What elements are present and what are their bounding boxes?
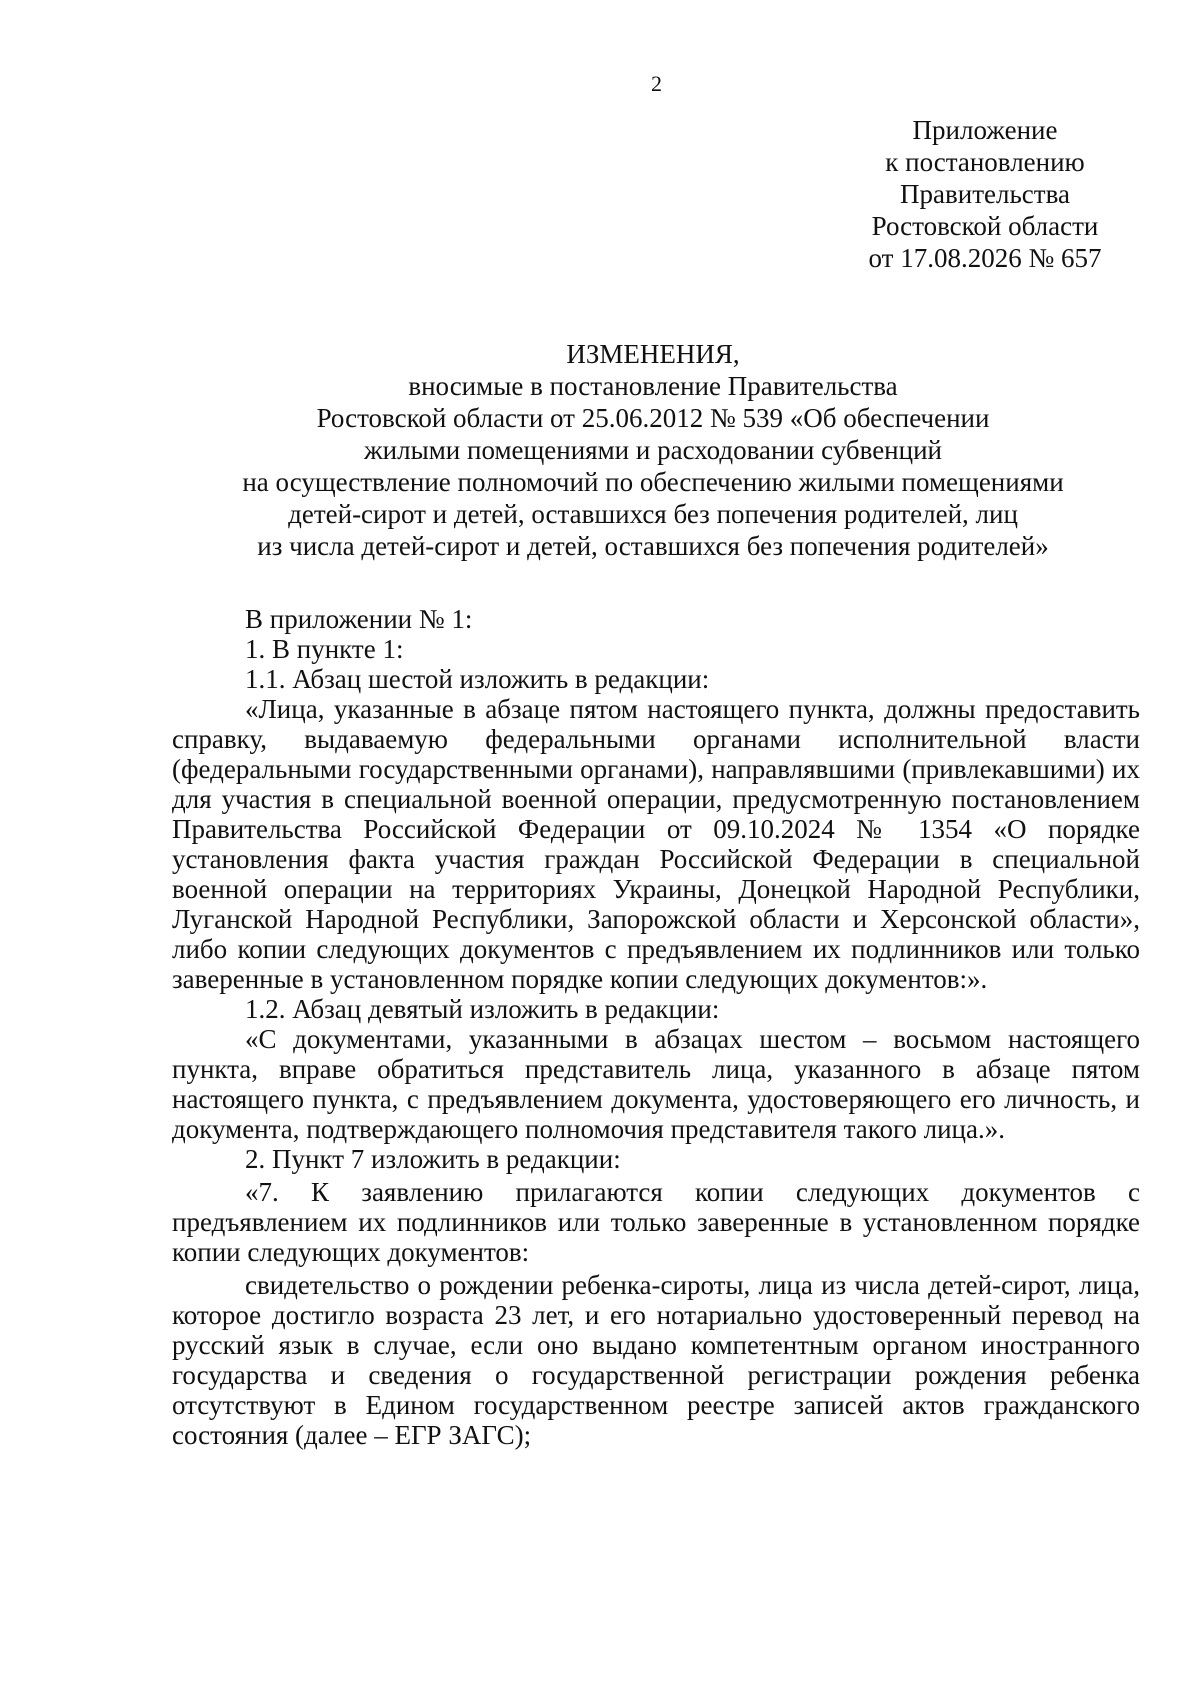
appendix-header (830, 114, 1140, 274)
body-paragraph: В приложении № 1: (245, 604, 473, 634)
body-paragraph: «С документами, указанными в абзацах шестом – восьмом настоящего пункта, вправе обратиться представитель лица, указанного в абзаце пятом настоящего пункта, с предъявлением документа, удостоверяющего его личность, и документа, подтверждающего полномочия представителя такого лица.». (172, 1024, 1140, 1144)
title-line: вносимые в постановление Правительства (408, 371, 898, 401)
title-line: Ростовской области от 25.06.2012 № 539 «Об обеспечении (316, 403, 990, 433)
appendix-line: Правительства (900, 179, 1070, 209)
body-paragraph: «7. К заявлению прилагаются копии следующих документов с предъявлением их подлинников или только заверенные в установленном порядке копии следующих документов: (172, 1177, 1140, 1267)
page-number: 2 (651, 71, 662, 96)
body-paragraph: «Лица, указанные в абзаце пятом настоящего пункта, должны предоставить справку, выдаваемую федеральными органами исполнительной власти (федеральными государственными органами), направлявшими (привлекавшими) их для участия в специальной военной операции, предусмотренную постановлением Правительства Российской Федерации от 09.10.2024 № 1354 «О порядке установления факта участия граждан Российской Федерации в специальной военной операции на территориях Украины, Донецкой Народной Республики, Луганской Народной Республики, Запорожской области и Херсонской области», либо копии следующих документов с предъявлением их подлинников или только заверенные в установленном порядке копии следующих документов:». (172, 694, 1140, 994)
appendix-line: Приложение (912, 115, 1058, 145)
document-body (172, 604, 1140, 1450)
body-paragraph: 1.2. Абзац девятый изложить в редакции: (245, 994, 720, 1024)
body-paragraph: 2. Пункт 7 изложить в редакции: (245, 1144, 621, 1174)
document-title (160, 338, 1146, 562)
appendix-line: от 17.08.2026 № 657 (868, 243, 1102, 273)
appendix-line: к постановлению (885, 147, 1085, 177)
title-line: на осуществление полномочий по обеспечению жилыми помещениями (242, 467, 1064, 497)
body-paragraph: 1.1. Абзац шестой изложить в редакции: (245, 664, 710, 694)
title-line: жилыми помещениями и расходовании субвенций (364, 435, 942, 465)
body-paragraph: свидетельство о рождении ребенка-сироты, лица из числа детей-сирот, лица, которое достигло возраста 23 лет, и его нотариально удостоверенный перевод на русский язык в случае, если оно выдано компетентным органом иностранного государства и сведения о государственной регистрации рождения ребенка отсутствуют в Едином государственном реестре записей актов гражданского состояния (далее – ЕГР ЗАГС); (172, 1270, 1140, 1450)
body-paragraph: 1. В пункте 1: (245, 634, 404, 664)
title-line: детей-сирот и детей, оставшихся без попечения родителей, лиц (288, 499, 1018, 529)
title-line: из числа детей-сирот и детей, оставшихся без попечения родителей» (257, 531, 1049, 561)
title-heading: ИЗМЕНЕНИЯ, (566, 339, 740, 369)
appendix-line: Ростовской области (871, 211, 1099, 241)
